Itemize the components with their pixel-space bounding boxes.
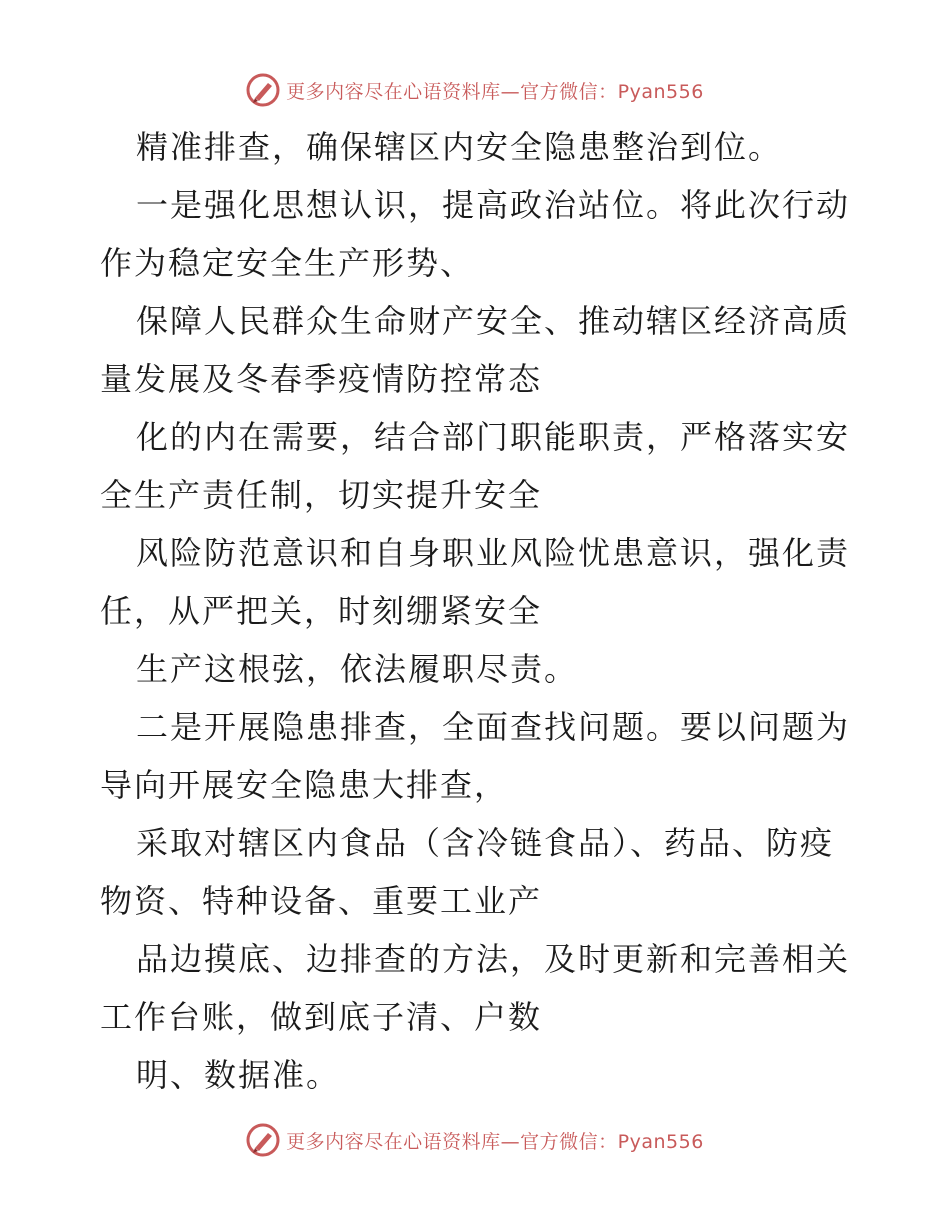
text-line: 精准排查，确保辖区内安全隐患整治到位。 [136,128,783,166]
pen-logo-icon [246,1123,280,1157]
text-line: 导向开展安全隐患大排查， [100,766,509,804]
document-body [100,118,860,1104]
text-line: 明、数据准。 [136,1056,341,1094]
footer-banner [0,1120,950,1160]
text-line: 全生产责任制，切实提升安全 [100,476,543,514]
text-line: 化的内在需要，结合部门职能职责，严格落实安 [136,418,851,456]
footer-banner-text: 更多内容尽在心语资料库—官方微信：Pyan556 [286,1130,704,1153]
pen-logo-icon [246,73,280,107]
text-line: 工作台账，做到底子清、户数 [100,998,543,1036]
text-line: 一是强化思想认识，提高政治站位。将此次行动 [136,186,851,224]
header-banner [0,70,950,110]
text-line: 物资、特种设备、重要工业产 [100,882,543,920]
text-line: 风险防范意识和自身职业风险忧患意识，强化责 [136,534,851,572]
text-line: 生产这根弦，依法履职尽责。 [136,650,579,688]
text-line: 二是开展隐患排查，全面查找问题。要以问题为 [136,708,851,746]
text-line: 品边摸底、边排查的方法，及时更新和完善相关 [136,940,851,978]
text-line: 任，从严把关，时刻绷紧安全 [100,592,543,630]
text-line: 作为稳定安全生产形势、 [100,244,475,282]
text-line: 采取对辖区内食品（含冷链食品）、药品、防疫 [136,824,835,862]
header-banner-text: 更多内容尽在心语资料库—官方微信：Pyan556 [286,80,704,103]
text-line: 保障人民群众生命财产安全、推动辖区经济高质 [136,302,851,340]
text-line: 量发展及冬春季疫情防控常态 [100,360,543,398]
